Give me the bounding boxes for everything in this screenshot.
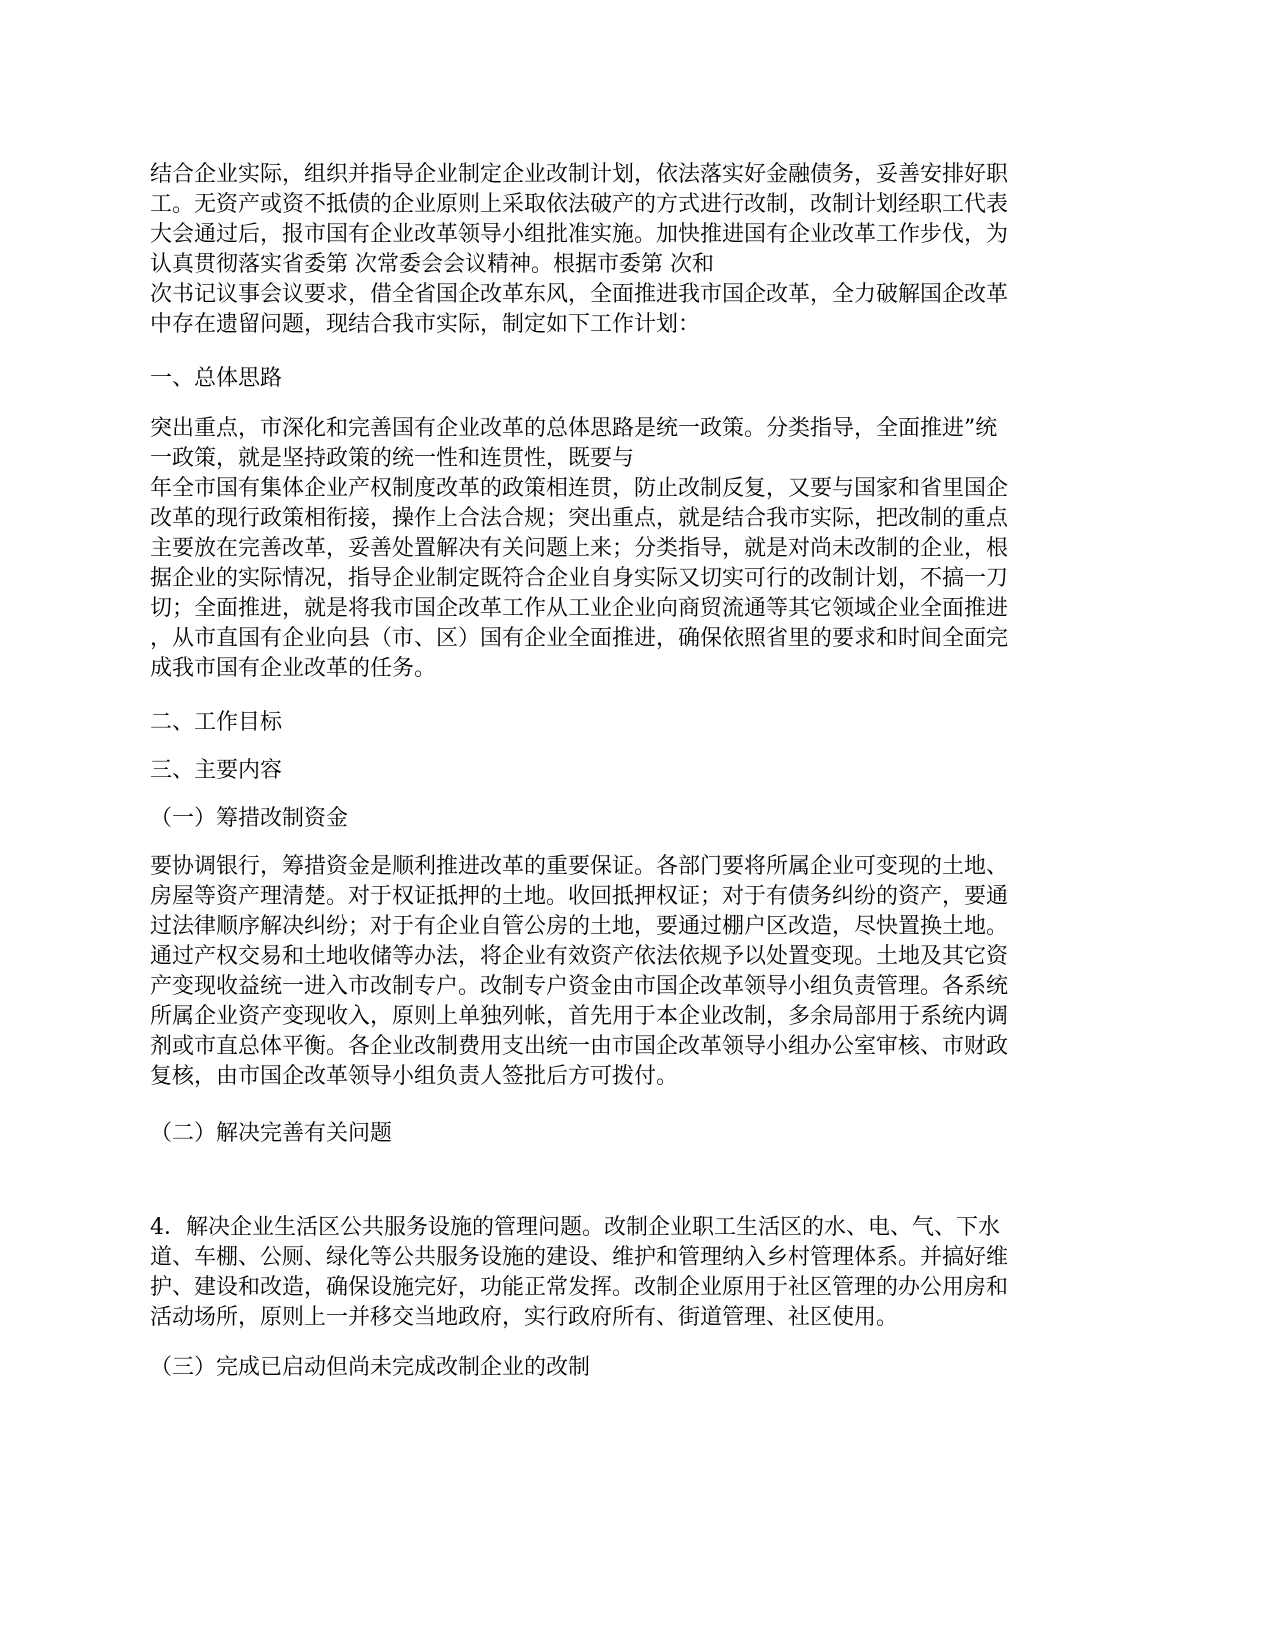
overall-approach-paragraph: 突出重点，市深化和完善国有企业改革的总体思路是统一政策。分类指导，全面推进”统 一政策，就是坚持政策的统一性和连贯性，既要与 年全市国有集体企业产权制度改革的政策相连贯，防止改制反复，又要与国家和省里国企 改革的现行政策相衔接，操作上合法合规；突出重点，就是结合我市实际，把改制的重点 主要放在完善改革，妥善处置解决有关问题上来；分类指导，就是对尚未改制的企业，根 据企业的实际情况，指导企业制定既符合企业自身实际又切实可行的改制计划，不搞一刀 切；全面推进，就是将我市国企改革工作从工业企业向商贸流通等其它领域企业全面推进 ，从市直国有企业向县（市、区）国有企业全面推进，确保依照省里的要求和时间全面完 成我市国有企业改革的任务。 (150, 416, 1009, 681)
public-facilities-paragraph: 4．解决企业生活区公共服务设施的管理问题。改制企业职工生活区的水、电、气、下水 道、车棚、公厕、绿化等公共服务设施的建设、维护和管理纳入乡村管理体系。并搞好维 护、建设和改造，确保设施完好，功能正常发挥。改制企业原用于社区管理的办公用房和 活动场所，原则上一并移交当地政府，实行政府所有、街道管理、社区使用。 (150, 1215, 1009, 1330)
subsection-heading-complete-restructuring: （三）完成已启动但尚未完成改制企业的改制 (150, 1355, 591, 1380)
intro-paragraph: 结合企业实际，组织并指导企业制定企业改制计划，依法落实好金融债务，妥善安排好职 工。无资产或资不抵债的企业原则上采取依法破产的方式进行改制，改制计划经职工代表 大会通过后，报市国有企业改革领导小组批准实施。加快推进国有企业改革工作步伐，为 认真贯彻落实省委第 次常委会会议精神。根据市委第 次和 次书记议事会议要求，借全省国企改革东风，全面推进我市国企改革，全力破解国企改革 中存在遗留问题，现结合我市实际，制定如下工作计划： (150, 162, 1009, 337)
section-heading-work-goals: 二、工作目标 (150, 710, 283, 735)
raise-funds-paragraph: 要协调银行，筹措资金是顺利推进改革的重要保证。各部门要将所属企业可变现的土地、 房屋等资产理清楚。对于权证抵押的土地。收回抵押权证；对于有债务纠纷的资产，要通 过法律顺序解决纠纷；对于有企业自管公房的土地，要通过棚户区改造，尽快置换土地。 通过产权交易和土地收储等办法，将企业有效资产依法依规予以处置变现。土地及其它资 产变现收益统一进入市改制专户。改制专户资金由市国企改革领导小组负责管理。各系统 所属企业资产变现收入，原则上单独列帐，首先用于本企业改制，多余局部用于系统内调 剂或市直总体平衡。各企业改制费用支出统一由市国企改革领导小组办公室审核、市财政 复核，由市国企改革领导小组负责人签批后方可拨付。 (150, 854, 1009, 1089)
subsection-heading-resolve-issues: （二）解决完善有关问题 (150, 1121, 393, 1146)
subsection-heading-raise-funds: （一）筹措改制资金 (150, 806, 349, 831)
section-heading-main-content: 三、主要内容 (150, 758, 283, 783)
section-heading-overall-approach: 一、总体思路 (150, 366, 283, 391)
